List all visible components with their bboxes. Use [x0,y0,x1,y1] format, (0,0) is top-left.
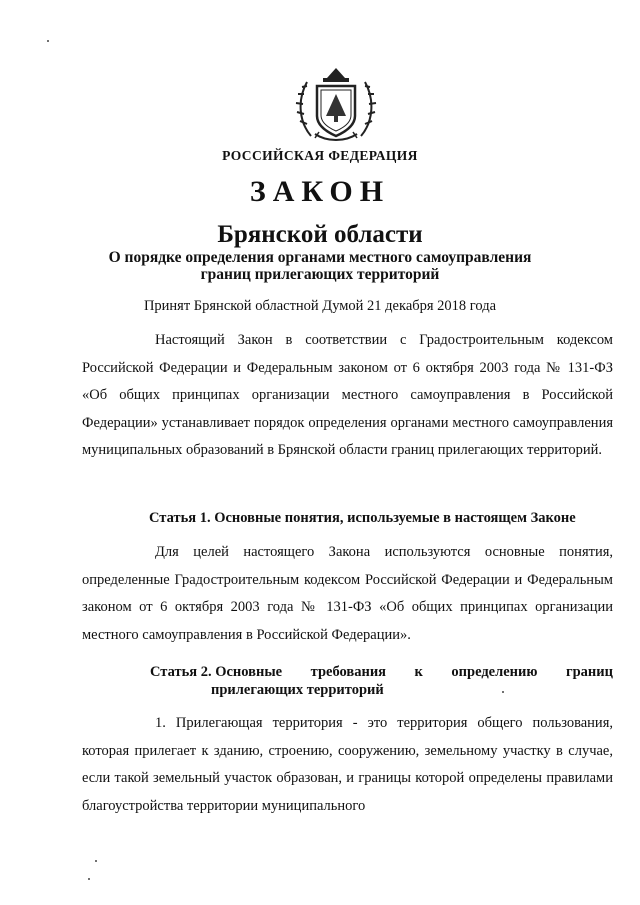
law-title-line1: О порядке определения органами местного самоуправления [108,249,532,266]
article-2-heading-line1 [150,663,613,681]
law-heading: ЗАКОН [249,175,391,208]
article-2-item-1: 1. Прилегающая территория - это территория общего пользования, которая прилегает к зданию, строению, сооружению, земельному участку в случае, если такой земельный участок образован, и границы которой определены правилами благоустройства территории муниципального [82,715,613,814]
article-2-heading-word: к [414,664,423,680]
scan-speck [88,878,90,880]
article-1-heading: Статья 1. Основные понятия, используемые в настоящем Законе [149,510,576,526]
article-2-heading-word: Статья 2. Основные [150,664,283,680]
article-2-heading [150,663,613,699]
article-2-heading-word: границ [565,664,613,680]
scan-speck [95,860,97,862]
scan-speck [47,40,49,42]
adoption-date: Принят Брянской областной Думой 21 декабря 2018 года [143,298,497,314]
country-name: РОССИЙСКАЯ ФЕДЕРАЦИЯ [222,148,418,163]
article-2-heading-word: требования [310,664,387,680]
article-1-paragraph: Для целей настоящего Закона используются основные понятия, определенные Градостроительным кодексом Российской Федерации и Федеральным законом от 6 октября 2003 года № 131-ФЗ «Об общих принципах организации местного самоуправления в Российской Федерации». [82,544,613,643]
article-2-heading-word: определению [451,664,538,680]
region-name: Брянской области [217,221,423,248]
scan-speck [502,691,504,693]
coat-of-arms-emblem [293,64,379,144]
law-title [0,249,640,283]
preamble-paragraph: Настоящий Закон в соответствии с Градостроительным кодексом Российской Федерации и Федеральным законом от 6 октября 2003 года № 131-ФЗ «Об общих принципах организации местного самоуправления в Российской Федерации» устанавливает порядок определения органами местного самоуправления муниципальных образований в Брянской области границ прилегающих территорий. [82,332,613,458]
law-title-line2: границ прилегающих территорий [200,266,440,283]
article-2-heading-line2: прилегающих территорий [211,682,384,698]
